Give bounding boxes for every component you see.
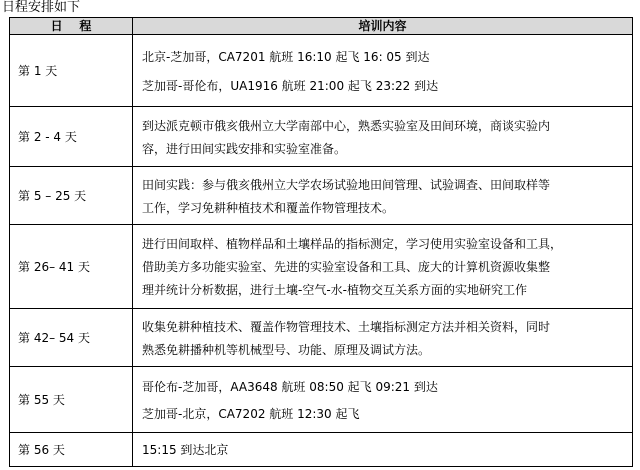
content-cell <box>133 367 633 433</box>
day-cell: 第 26– 41 天 <box>10 225 133 309</box>
content-line: 工作，学习免耕种植技术和覆盖作物管理技术。 <box>142 200 395 215</box>
content-line: 收集免耕种植技术、覆盖作物管理技术、土壤指标测定方法并相关资料，同时 <box>142 319 551 334</box>
day-cell: 第 1 天 <box>10 35 133 107</box>
content-line: 北京-芝加哥，CA7201 航班 16:10 起飞 16: 05 到达 <box>142 49 430 64</box>
content-line: 到达派克顿市俄亥俄州立大学南部中心，熟悉实验室及田间环境，商谈实验内 <box>142 118 551 133</box>
table-row <box>10 167 633 225</box>
content-line: 容，进行田间实践安排和实验室准备。 <box>142 141 347 156</box>
content-line: 芝加哥-北京，CA7202 航班 12:30 起飞 <box>142 406 360 421</box>
header-content: 培训内容 <box>133 18 633 35</box>
day-cell: 第 56 天 <box>10 433 133 467</box>
content-line: 芝加哥-哥伦布，UA1916 航班 21:00 起飞 23:22 到达 <box>142 78 439 93</box>
table-row <box>10 367 633 433</box>
content-line: 借助美方多功能实验室、先进的实验室设备和工具、庞大的计算机资源收集整 <box>142 260 551 274</box>
content-cell <box>133 107 633 167</box>
table-row <box>10 433 633 467</box>
content-line: 田间实践：参与俄亥俄州立大学农场试验地田间管理、试验调查、田间取样等 <box>142 177 551 192</box>
content-cell <box>133 167 633 225</box>
content-line: 熟悉免耕播种机等机械型号、功能、原理及调试方法。 <box>142 342 431 357</box>
table-row <box>10 107 633 167</box>
content-cell <box>133 309 633 367</box>
header-row <box>10 18 633 35</box>
content-cell <box>133 433 633 467</box>
schedule-table <box>9 17 633 467</box>
content-cell <box>133 35 633 107</box>
content-cell <box>133 225 633 309</box>
table-row <box>10 225 633 309</box>
content-line: 哥伦布-芝加哥，AA3648 航班 08:50 起飞 09:21 到达 <box>142 379 438 394</box>
day-cell: 第 55 天 <box>10 367 133 433</box>
table-row <box>10 35 633 107</box>
content-line: 15:15 到达北京 <box>142 443 229 457</box>
intro-text: 日程安排如下 <box>2 0 81 15</box>
header-schedule: 日 程 <box>10 18 133 35</box>
table-row <box>10 309 633 367</box>
day-cell: 第 42– 54 天 <box>10 309 133 367</box>
content-line: 进行田间取样、植物样品和土壤样品的指标测定，学习使用实验室设备和工具， <box>142 237 563 251</box>
day-cell: 第 5 – 25 天 <box>10 167 133 225</box>
content-line: 理并统计分析数据，进行土壤-空气-水-植物交互关系方面的实地研究工作 <box>142 283 527 297</box>
day-cell: 第 2 - 4 天 <box>10 107 133 167</box>
